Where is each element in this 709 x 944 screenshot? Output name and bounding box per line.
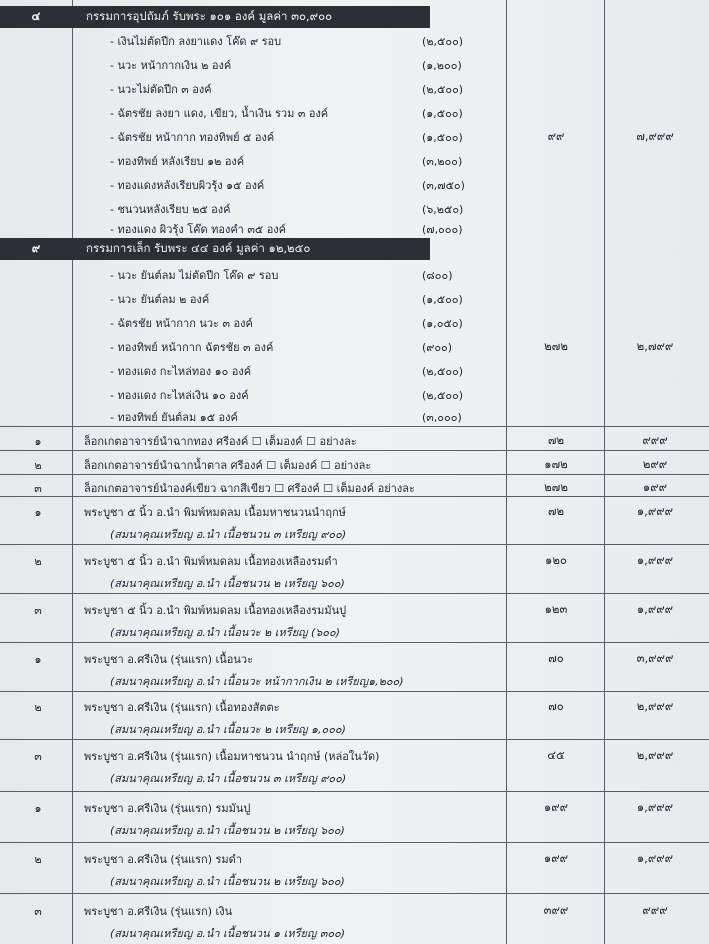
row-note: (สมนาคุณเหรียญ อ.นำ เนื้อชนวน ๒ เหรียญ ๖๐๐): [110, 875, 345, 888]
row-quantity: ๑๗๒: [544, 457, 568, 471]
row-divider: [0, 842, 709, 843]
row-divider: [0, 593, 709, 594]
row-number: ๓: [34, 905, 42, 918]
row-quantity: ๔๕: [547, 748, 565, 762]
row-note: (สมนาคุณเหรียญ อ.นำ เนื้อนวะ ๒ เหรียญ (๖๐๐): [110, 626, 341, 639]
row-description: พระบูชา อ.ศรีเงิน (รุ่นแรก) เงิน: [84, 905, 233, 918]
row-description: พระบูชา อ.ศรีเงิน (รุ่นแรก) รมดำ: [84, 853, 242, 866]
row-amount: ๙๙๙: [642, 433, 668, 447]
row-number: ๒: [34, 701, 42, 714]
row-divider: [0, 893, 709, 894]
row-description: พระบูชา ๕ นิ้ว อ.นำ พิมพ์หมดลม เนื้อมหาชนวนนำฤกษ์: [84, 506, 346, 519]
row-description: พระบูชา อ.ศรีเงิน (รุ่นแรก) เนื้อมหาชนวน นำฤกษ์ (หล่อในวัด): [84, 750, 380, 763]
row-quantity: ๑๙๙: [543, 800, 569, 814]
row-description: พระบูชา ๕ นิ้ว อ.นำ พิมพ์หมดลม เนื้อทองเหลืองรมมันปู: [84, 604, 347, 617]
row-number: ๓: [34, 482, 42, 495]
document-page: ๔ กรรมการอุปถัมภ์ รับพระ ๑๐๑ องค์ มูลค่า ๓๐,๙๐๐ - เงินไม่ตัดปีก ลงยาแดง โค๊ด ๙ รอบ (๒,๕๐๐) - นวะ หน้ากากเงิน ๒ องค์ (๑,๒๐๐) - นวะไม่ตัดปีก ๓ องค์ (๒,๕๐๐) - ฉัตรชัย ลงยา แดง, เขียว, น้ำเงิน รวม ๓ องค์ (๑,๕๐๐) - ฉัตรชัย หน้ากาก ทองทิพย์ ๕ องค์ (๑,๕๐๐) - ทองทิพย์ หลังเรียบ ๑๒ องค์ (๓,๒๐๐) - ทองแดงหลังเรียบผิวรุ้ง ๑๕ องค์ (๓,๗๕๐) - ชนวนหลังเรียบ ๒๕ องค์ (๖,๒๕๐) - ทองแดง ผิวรุ้ง โค๊ด ทองคำ ๓๕ องค์ (๗,๐๐๐) ๙๙ ๗,๙๙๙ ๙ กรรมการเล็ก รับพระ ๔๔ องค์ มูลค่า ๑๒,๒๕๐ - นวะ ยันต์ลม ไม่ตัดปีก โค๊ด ๙ รอบ (๘๐๐) - นวะ ยันต์ลม ๒ องค์ (๑,๕๐๐) - ฉัตรชัย หน้ากาก นวะ ๓ องค์ (๑,๐๕๐) - ทองทิพย์ หน้ากาก ฉัตรชัย ๓ องค์ (๙๐๐) - ทองแดง กะไหล่ทอง ๑๐ องค์ (๒,๕๐๐) - ทองแดง กะไหล่เงิน ๑๐ องค์ (๒,๕๐๐) - ทองทิพย์ ยันต์ลม ๑๕ องค์ (๓,๐๐๐) ๒๗๒ ๒,๗๙๙ ๑ ล็อกเกตอาจารย์นำฉากทอง ศรีองค์ ☐ เต็มองค์ ☐ อย่างละ ๗๒ ๙๙๙ ๒ ล็อกเกตอาจารย์นำฉากน้ำตาล ศรีองค์ ☐ เต็มองค์ ☐ อย่างละ ๑๗๒ ๒๙๙ ๓ ล็อกเกตอาจารย์นำองค์เขียว ฉากสีเขียว ☐ ศรีองค์ ☐ เต็มองค์ อย่างละ ๒๗๒ ๑๙๙ ๑ พระบูชา ๕ นิ้ว อ.นำ พิมพ์หมดลม เนื้อมหาชนวนนำฤกษ์ (สมนาคุณเหรียญ อ.นำ เนื้อชนวน ๓ เหรียญ ๙๐๐) ๗๒ ๑,๙๙๙ ๒ พระบูชา ๕ นิ้ว อ.นำ พิมพ์หมดลม เนื้อทองเหลืองรมดำ (สมนาคุณเหรียญ อ.นำ เนื้อชนวน ๒ เหรียญ ๖๐๐) ๑๒๐ ๑,๙๙๙ ๓ พระบูชา ๕ นิ้ว อ.นำ พิมพ์หมดลม เนื้อทองเหลืองรมมันปู (สมนาคุณเหรียญ อ.นำ เนื้อนวะ ๒ เหรียญ (๖๐๐) ๑๒๓ ๑,๙๙๙ ๑ พระบูชา อ.ศรีเงิน (รุ่นแรก) เนื้อนวะ (สมนาคุณเหรียญ อ.นำ เนื้อนวะ หน้ากากเงิน ๒ เหรียญ๑,๒๐๐) ๗๐ ๓,๙๙๙ ๒ พระบูชา อ.ศรีเงิน (รุ่นแรก) เนื้อทองสัตตะ (สมนาคุณเหรียญ อ.นำ เนื้อนวะ ๒ เหรียญ ๑,๐๐๐) ๗๐ ๒,๙๙๙ ๓ พระบูชา อ.ศรีเงิน (รุ่นแรก) เนื้อมหาชนวน นำฤกษ์ (หล่อในวัด) (สมนาคุณเหรียญ อ.นำ เนื้อชนวน ๓ เหรียญ ๙๐๐) ๔๕ ๒,๙๙๙ ๑ พระบูชา อ.ศรีเงิน (รุ่นแรก) รมมันปู (สมนาคุณเหรียญ อ.นำ เนื้อชนวน ๒ เหรียญ ๖๐๐) ๑๙๙ ๑,๙๙๙ ๒ พระบูชา อ.ศรีเงิน (รุ่นแรก) รมดำ (สมนาคุณเหรียญ อ.นำ เนื้อชนวน ๒ เหรียญ ๖๐๐) ๑๙๙ ๑,๙๙๙ ๓ พระบูชา อ.ศรีเงิน (รุ่นแรก) เงิน (สมนาคุณเหรียญ อ.นำ เนื้อชนวน ๑ เหรียญ ๓๐๐) ๓๙๙ ๙๙๙: [0, 0, 709, 944]
row-amount: ๑,๙๙๙: [636, 553, 674, 567]
column-divider: [72, 0, 73, 944]
row-divider: [0, 426, 709, 427]
row-divider: [0, 474, 709, 475]
row-description: พระบูชา อ.ศรีเงิน (รุ่นแรก) รมมันปู: [84, 802, 251, 815]
row-divider: [0, 791, 709, 792]
row-quantity: ๗๐: [548, 651, 564, 665]
row-number: ๓: [34, 604, 42, 617]
row-number: ๓: [34, 750, 42, 763]
row-number: ๑: [34, 802, 42, 815]
row-number: ๑: [34, 506, 42, 519]
row-description: ล็อกเกตอาจารย์นำองค์เขียว ฉากสีเขียว ☐ ศรีองค์ ☐ เต็มองค์ อย่างละ: [84, 482, 415, 495]
row-quantity: ๒๗๒: [544, 480, 568, 494]
column-divider: [604, 0, 605, 944]
row-description: พระบูชา อ.ศรีเงิน (รุ่นแรก) เนื้อนวะ: [84, 653, 253, 666]
row-quantity: ๑๒๐: [545, 553, 567, 567]
row-note: (สมนาคุณเหรียญ อ.นำ เนื้อนวะ หน้ากากเงิน ๒ เหรียญ๑,๒๐๐): [110, 675, 404, 688]
section-amount: ๗,๙๙๙: [636, 129, 674, 143]
column-divider: [506, 0, 507, 944]
row-amount: ๓,๙๙๙: [636, 651, 674, 665]
row-note: (สมนาคุณเหรียญ อ.นำ เนื้อชนวน ๓ เหรียญ ๙๐๐): [110, 772, 347, 785]
row-number: ๑: [34, 435, 42, 448]
row-quantity: ๗๐: [548, 699, 564, 713]
row-note: (สมนาคุณเหรียญ อ.นำ เนื้อชนวน ๓ เหรียญ ๙๐๐): [110, 528, 347, 541]
row-divider: [0, 691, 709, 692]
row-divider: [0, 450, 709, 451]
section-title: กรรมการเล็ก รับพระ ๔๔ องค์ มูลค่า ๑๒,๒๕๐: [86, 241, 311, 255]
row-quantity: ๑๙๙: [543, 851, 569, 865]
row-number: ๑: [34, 653, 42, 666]
row-note: (สมนาคุณเหรียญ อ.นำ เนื้อชนวน ๑ เหรียญ ๓๐๐): [110, 927, 346, 940]
row-quantity: ๗๒: [547, 433, 565, 447]
row-quantity: ๗๒: [547, 504, 565, 518]
row-amount: ๑,๙๙๙: [636, 851, 674, 865]
row-divider: [0, 544, 709, 545]
row-number: ๒: [34, 555, 42, 568]
row-note: (สมนาคุณเหรียญ อ.นำ เนื้อชนวน ๒ เหรียญ ๖๐๐): [110, 824, 345, 837]
row-divider: [0, 642, 709, 643]
section-amount: ๒,๗๙๙: [636, 339, 674, 353]
row-note: (สมนาคุณเหรียญ อ.นำ เนื้อนวะ ๒ เหรียญ ๑,๐๐๐): [110, 723, 346, 736]
row-amount: ๑,๙๙๙: [636, 602, 674, 616]
section-number: ๔: [31, 9, 41, 23]
row-number: ๒: [34, 459, 42, 472]
row-number: ๒: [34, 853, 42, 866]
row-divider: [0, 739, 709, 740]
row-quantity: ๓๙๙: [543, 903, 569, 917]
section-header: [0, 238, 430, 260]
row-description: ล็อกเกตอาจารย์นำฉากน้ำตาล ศรีองค์ ☐ เต็มองค์ ☐ อย่างละ: [84, 459, 372, 472]
section-quantity: ๒๗๒: [544, 339, 568, 353]
section-number: ๙: [31, 241, 41, 255]
row-amount: ๑๙๙: [642, 480, 668, 494]
row-note: (สมนาคุณเหรียญ อ.นำ เนื้อชนวน ๒ เหรียญ ๖๐๐): [110, 577, 345, 590]
row-amount: ๒,๙๙๙: [636, 748, 674, 762]
section-quantity: ๙๙: [547, 129, 565, 143]
row-description: พระบูชา อ.ศรีเงิน (รุ่นแรก) เนื้อทองสัตตะ: [84, 701, 280, 714]
row-description: ล็อกเกตอาจารย์นำฉากทอง ศรีองค์ ☐ เต็มองค์ ☐ อย่างละ: [84, 435, 357, 448]
row-amount: ๒,๙๙๙: [636, 699, 674, 713]
section-title: กรรมการอุปถัมภ์ รับพระ ๑๐๑ องค์ มูลค่า ๓๐,๙๐๐: [86, 9, 333, 23]
section-header: [0, 6, 430, 28]
row-description: พระบูชา ๕ นิ้ว อ.นำ พิมพ์หมดลม เนื้อทองเหลืองรมดำ: [84, 555, 338, 568]
row-quantity: ๑๒๓: [544, 602, 568, 616]
row-amount: ๒๙๙: [642, 457, 668, 471]
row-amount: ๑,๙๙๙: [636, 800, 674, 814]
row-amount: ๑,๙๙๙: [636, 504, 674, 518]
row-amount: ๙๙๙: [642, 903, 668, 917]
